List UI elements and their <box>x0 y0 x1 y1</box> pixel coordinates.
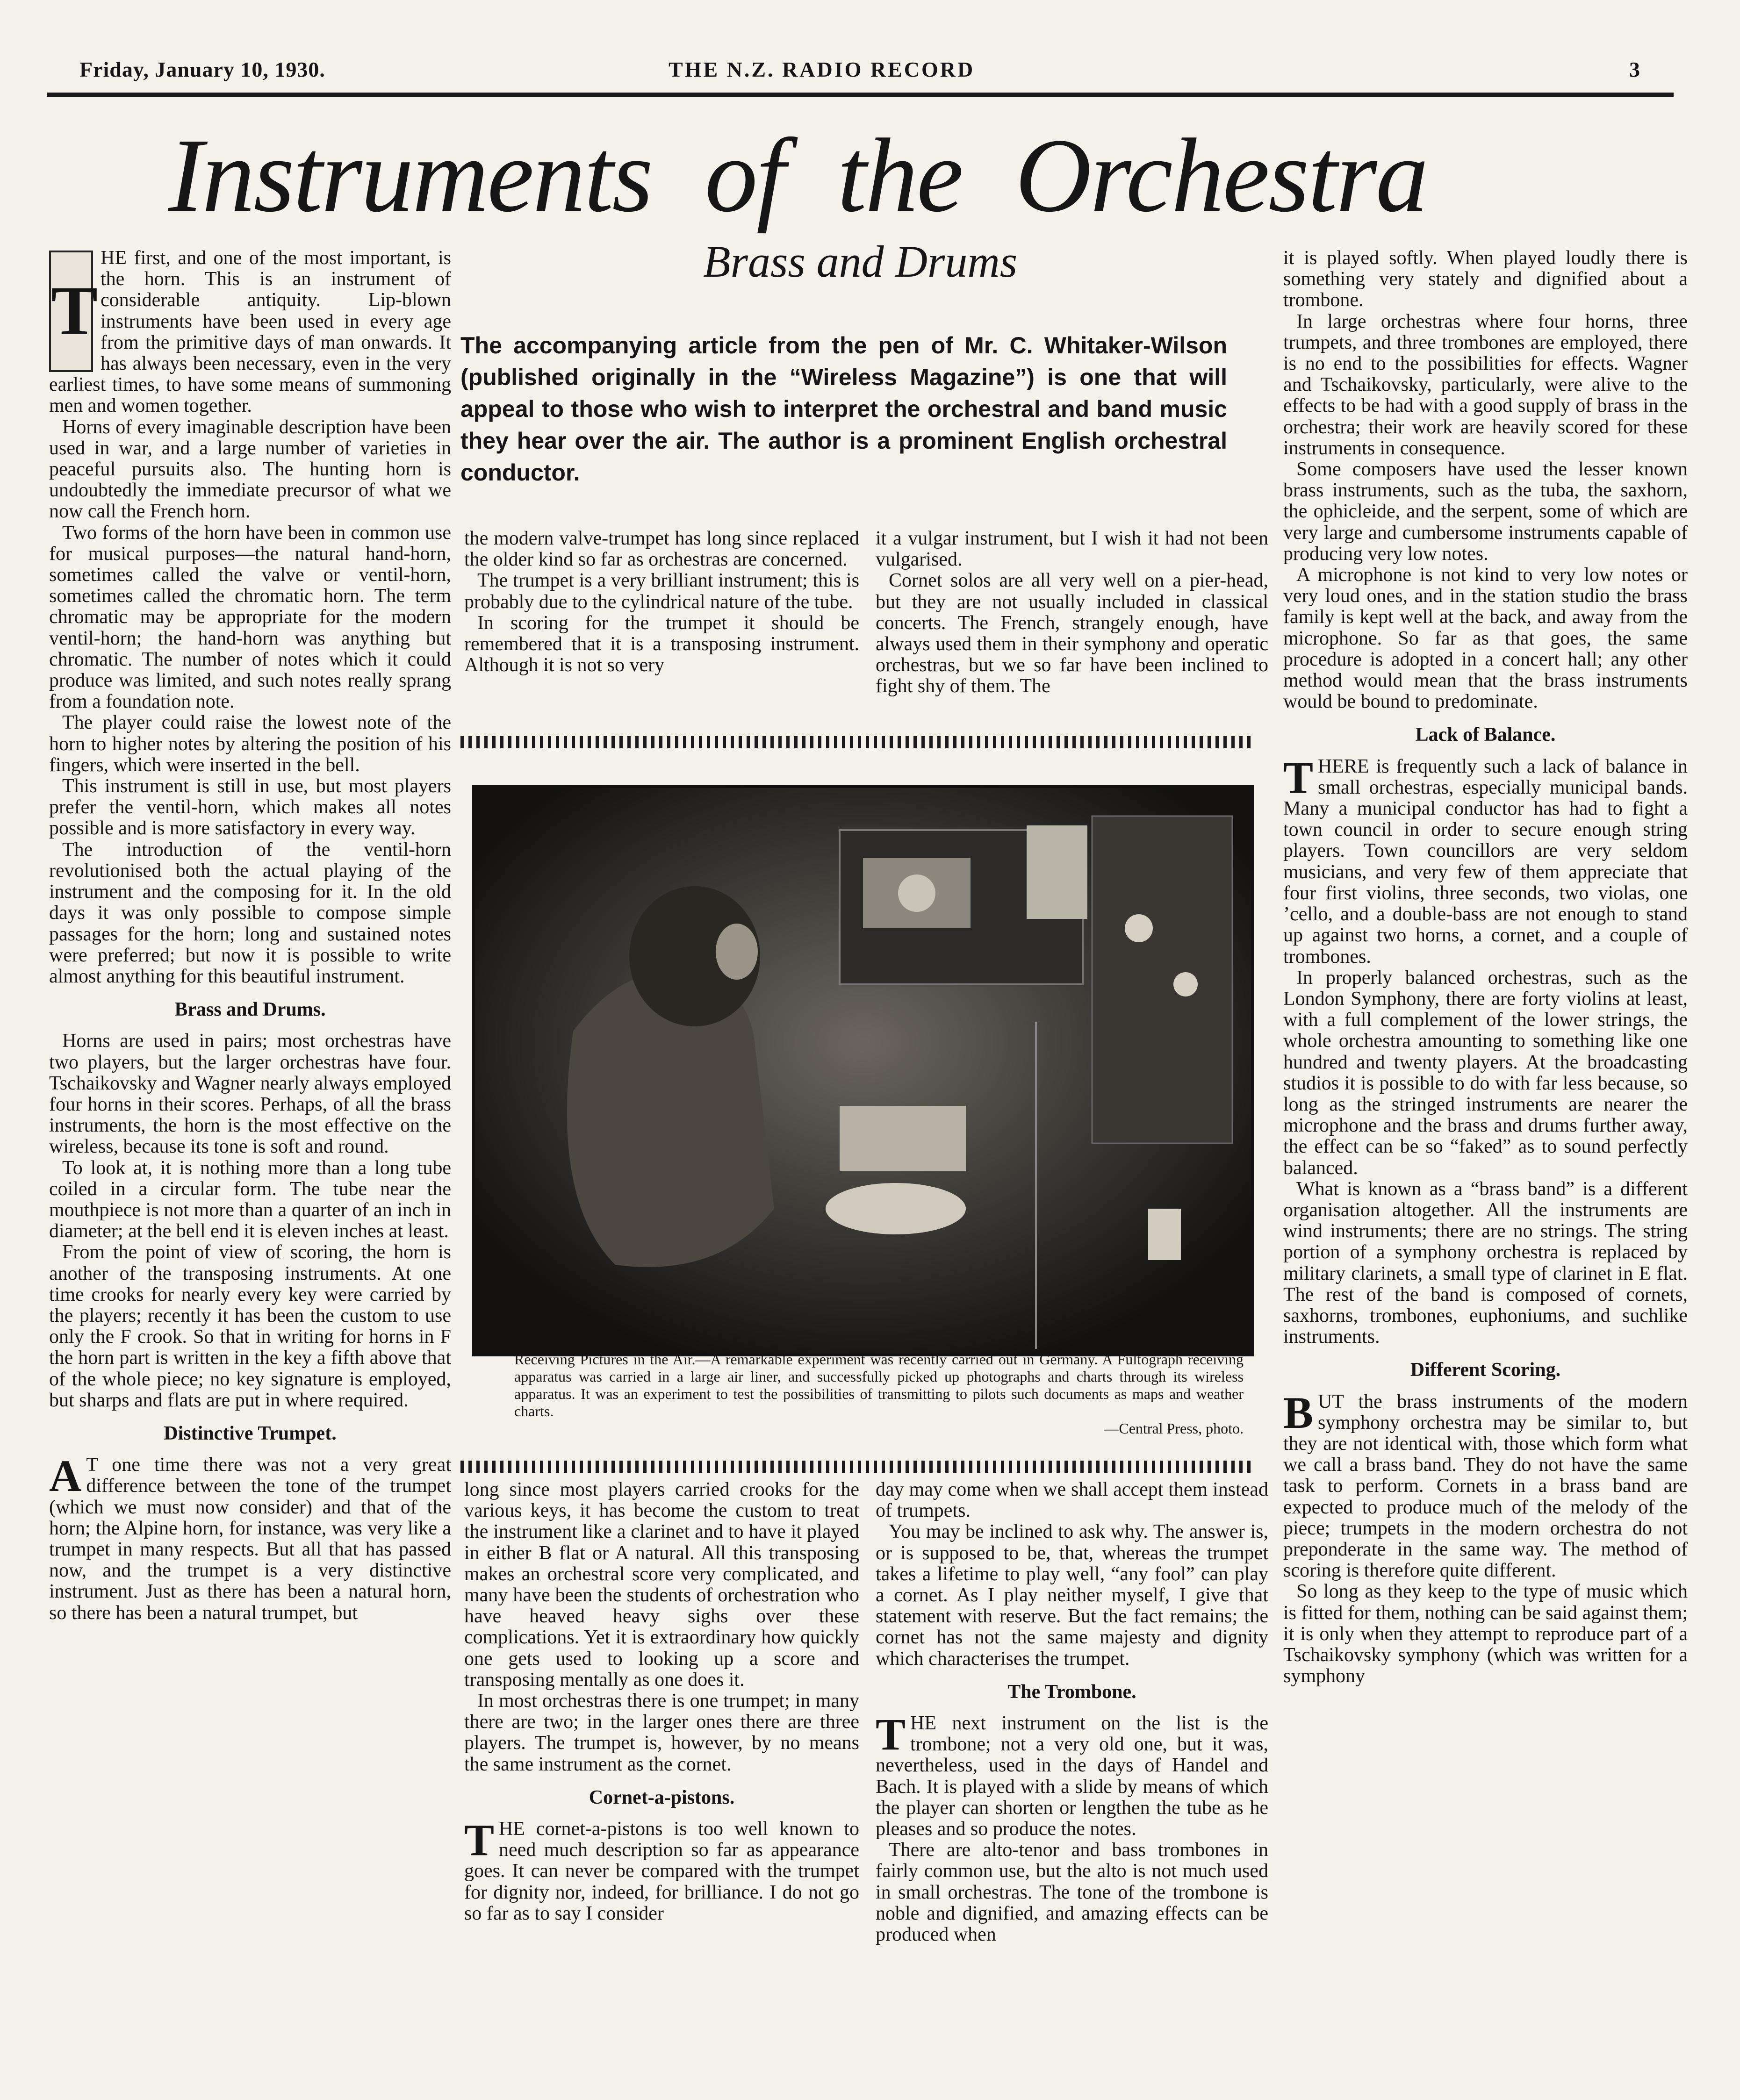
drop-cap: B <box>1283 1387 1314 1438</box>
section-heading: Cornet-a-pistons. <box>589 1786 735 1808</box>
paragraph: THERE is frequently such a lack of balance in small orchestras, especially municipal bands. Many a municipal conductor has had to fight a town council in order to secure enough string players. Town councillors are very seldom musicians, and very few of them appreciate that four first violins, three seconds, two violas, one ’cello, and a double-bass are not enough to stand up against two horns, a cornet, and a couple of trombones. <box>1283 752 1688 968</box>
drop-cap: T <box>1283 752 1314 803</box>
paragraph: A T one time there was not a very great difference between the tone of the trumpet (which we must now consider) and that of the horn; the Alpine horn, for instance, was very like a trumpet in many respects. But all that has passed now, and the trumpet is a very distinctive instrument. Just as there has been a natural horn, so there has been a natural trumpet, but <box>49 1451 451 1624</box>
drop-cap: A <box>49 1451 82 1501</box>
drop-cap: T <box>876 1709 906 1760</box>
paragraph: A microphone is not kind to very low notes or very loud ones, and in the station studio the brass family is kept well at the back, and away from the microphone. So far as that goes, the same procedure is adopted in a concert hall; any other method would mean that the brass instruments would be bound to predominate. <box>1283 564 1688 713</box>
photo-illustration <box>475 788 1251 1354</box>
section-heading: Brass and Drums. <box>174 999 326 1021</box>
paragraph: the modern valve-trumpet has long since replaced the older kind so far as orchestras are concerned. <box>464 528 859 571</box>
issue-date: Friday, January 10, 1930. <box>79 57 325 81</box>
paragraph: it is played softly. When played loudly there is something very stately and dignified about a trombone. <box>1283 247 1688 311</box>
column-3-bottom <box>876 1479 1268 1945</box>
section-heading: The Trombone. <box>1007 1681 1136 1703</box>
paragraph: In most orchestras there is one trumpet; in many there are two; in the larger ones there are three players. The trumpet is, however, by no means the same instrument as the cornet. <box>464 1690 859 1775</box>
paragraph: In scoring for the trumpet it should be remembered that it is a transposing instrument. Although it is not so very <box>464 612 859 676</box>
section-heading: Different Scoring. <box>1410 1359 1561 1381</box>
paragraph: You may be inclined to ask why. The answer is, or is supposed to be, that, whereas the trumpet takes a lifetime to play well, “any fool” can play a cornet. As I play neither myself, I give that statement with reserve. But the fact remains; the cornet has not the same majesty and dignity which characterises the trumpet. <box>876 1521 1268 1670</box>
paragraph: From the point of view of scoring, the horn is another of the transposing instruments. At one time crooks for nearly every key were carried by the players; recently it has been the custom to use only the F crook. So that in writing for horns in F the horn part is written in the key a fifth above that of the whole piece; no key signature is employed, but sharps and flats are put in where required. <box>49 1241 451 1411</box>
page-number: 3 <box>1629 57 1640 81</box>
header-rule <box>47 93 1674 97</box>
paragraph: Horns are used in pairs; most orchestras have two players, but the larger orchestras have four. Tschaikovsky and Wagner nearly always employed four horns in their scores. Perhaps, of all the brass instruments, the horn is the most effective on the wireless, because its tone is soft and round. <box>49 1030 451 1158</box>
paragraph: day may come when we shall accept them instead of trumpets. <box>876 1479 1268 1522</box>
paragraph: What is known as a “brass band” is a different organisation altogether. All the instruments are wind instruments; there are no strings. The string portion of a symphony orchestra is replaced by military clarinets, a small type of clarinet in E flat. The rest of the band is composed of cornets, saxhorns, trombones, euphoniums, and suchlike instruments. <box>1283 1178 1688 1348</box>
dashed-rule <box>460 1461 1255 1473</box>
column-4 <box>1283 248 1688 1687</box>
drop-cap: T <box>464 1815 495 1865</box>
caption-text: Receiving Pictures in the Air.—A remarkable experiment was recently carried out in Germany. A Fultograph receiving apparatus was carried in a large air liner, and successfully picked up photographs and charts through its wireless apparatus. It was an experiment to test the possibilities of transmitting to pilots such documents as maps and weather charts. <box>514 1351 1244 1419</box>
masthead: THE N.Z. RADIO RECORD <box>669 57 975 81</box>
paragraph: So long as they keep to the type of music which is fitted for them, nothing can be said against them; it is only when they attempt to reproduce part of a Tschaikovsky symphony (which was written for a symphony <box>1283 1581 1688 1687</box>
paragraph: The introduction of the ventil-horn revolutionised both the actual playing of the instrument and the composing for it. In the old days it was only possible to compose simple passages for the horn; long and sustained notes were preferred; but now it is possible to write almost anything for this beautiful instrument. <box>49 839 451 987</box>
paragraph: In properly balanced orchestras, such as the London Symphony, there are forty violins at least, with a full complement of the lower strings, the whole orchestra amounting to something like one hundred and twenty players. At the broadcasting studios it is possible to do with far less because, so long as the stringed instruments are nearer the microphone and the brass and drums further away, the effect can be so “faked” as to sound perfectly balanced. <box>1283 967 1688 1179</box>
paragraph: T HE first, and one of the most important, is the horn. This is an instrument of considerable antiquity. Lip-blown instruments have been used in every age from the primitive days of man onwards. It has always been necessary, even in the very earliest times, to have some means of summoning men and women together. <box>49 247 451 417</box>
paragraph: THE next instrument on the list is the trombone; not a very old one, but it was, nevertheless, used in the days of Handel and Bach. It is played with a slide by means of which the player can shorten or lengthen the tube as he pleases and so produce the notes. <box>876 1709 1268 1840</box>
paragraph: THE cornet-a-pistons is too well known to need much description so far as appearance goes. It can never be compared with the trumpet for dignity nor, indeed, for brilliance. I do not go so far as to say I consider <box>464 1815 859 1924</box>
paragraph: long since most players carried crooks for the various keys, it has become the custom to treat the instrument like a clarinet and to have it played in either B flat or A natural. All this transposing makes an orchestral score very complicated, and many have been the students of orchestration who have heaved heavy sighs over these complications. Yet it is extraordinary how quickly one gets used to looking up a score and transposing mentally as one does it. <box>464 1479 859 1691</box>
column-1 <box>49 248 451 1624</box>
column-2-top <box>464 528 859 676</box>
paragraph: it a vulgar instrument, but I wish it had not been vulgarised. <box>876 528 1268 571</box>
paragraph: There are alto-tenor and bass trombones in fairly common use, but the alto is not much used in small orchestras. The tone of the trombone is noble and dignified, and amazing effects can be produced when <box>876 1839 1268 1946</box>
photograph <box>472 785 1254 1356</box>
paragraph: Horns of every imaginable description have been used in war, and a large number of varieties in peaceful pursuits also. The hunting horn is undoubtedly the immediate precursor of what we now call the French horn. <box>49 416 451 523</box>
section-heading: Distinctive Trumpet. <box>164 1422 337 1444</box>
article-title: Instruments of the Orchestra <box>168 117 1427 234</box>
column-3-top <box>876 528 1268 697</box>
paragraph: The trumpet is a very brilliant instrument; this is probably due to the cylindrical nature of the tube. <box>464 570 859 613</box>
column-2-bottom <box>464 1479 859 1924</box>
photo-caption <box>514 1351 1244 1437</box>
paragraph: Some composers have used the lesser known brass instruments, such as the tuba, the saxhorn, the ophicleide, and the serpent, some of which are very large and cumbersome instruments capable of producing very low notes. <box>1283 459 1688 565</box>
paragraph: This instrument is still in use, but most players prefer the ventil-horn, which makes all notes possible and is more satisfactory in every way. <box>49 775 451 839</box>
ornamental-initial: T <box>49 251 93 372</box>
paragraph: To look at, it is nothing more than a long tube coiled in a circular form. The tube near the mouthpiece is not more than a quarter of an inch in diameter; at the bell end it is eleven inches at least. <box>49 1157 451 1242</box>
dashed-rule <box>460 736 1255 748</box>
paragraph: BUT the brass instruments of the modern symphony orchestra may be similar to, but they are not identical with, those which form what we call a brass band. They do not have the same task to perform. Cornets in a brass band are expected to produce much of the melody of the piece; trumpets in the modern orchestra do not preponderate in the same way. The method of scoring is therefore quite different. <box>1283 1387 1688 1582</box>
paragraph: Cornet solos are all very well on a pier-head, but they are not usually included in classical concerts. The French, strangely enough, have always used them in their symphony and operatic orchestras, but we so far have been inclined to fight shy of them. The <box>876 570 1268 697</box>
article-intro: The accompanying article from the pen of Mr. C. Whitaker-Wilson (published originally in the “Wireless Magazine”) is one that will appeal to those who wish to interpret the orchestral and band music they hear over the air. The author is a prominent English orchestral conductor. <box>460 332 1227 486</box>
paragraph: The player could raise the lowest note of the horn to higher notes by altering the position of his fingers, which were inserted in the bell. <box>49 712 451 776</box>
section-heading: Lack of Balance. <box>1415 724 1556 746</box>
paragraph: In large orchestras where four horns, three trumpets, and three trombones are employed, there is no end to the possibilities for effects. Wagner and Tschaikovsky, particularly, were alive to the effects to be had with a good supply of brass in the orchestra; their work are heavily scored for these instruments in consequence. <box>1283 310 1688 459</box>
photo-credit: —Central Press, photo. <box>1104 1420 1244 1437</box>
article-subtitle: Brass and Drums <box>703 237 1018 287</box>
paragraph: Two forms of the horn have been in common use for musical purposes—the natural hand-horn, sometimes called the valve or ventil-horn, sometimes called the chromatic horn. The term chromatic may be appropriate for the modern ventil-horn; the hand-horn was anything but chromatic. The number of notes which it could produce was limited, and such notes really sprang from a foundation note. <box>49 522 451 713</box>
